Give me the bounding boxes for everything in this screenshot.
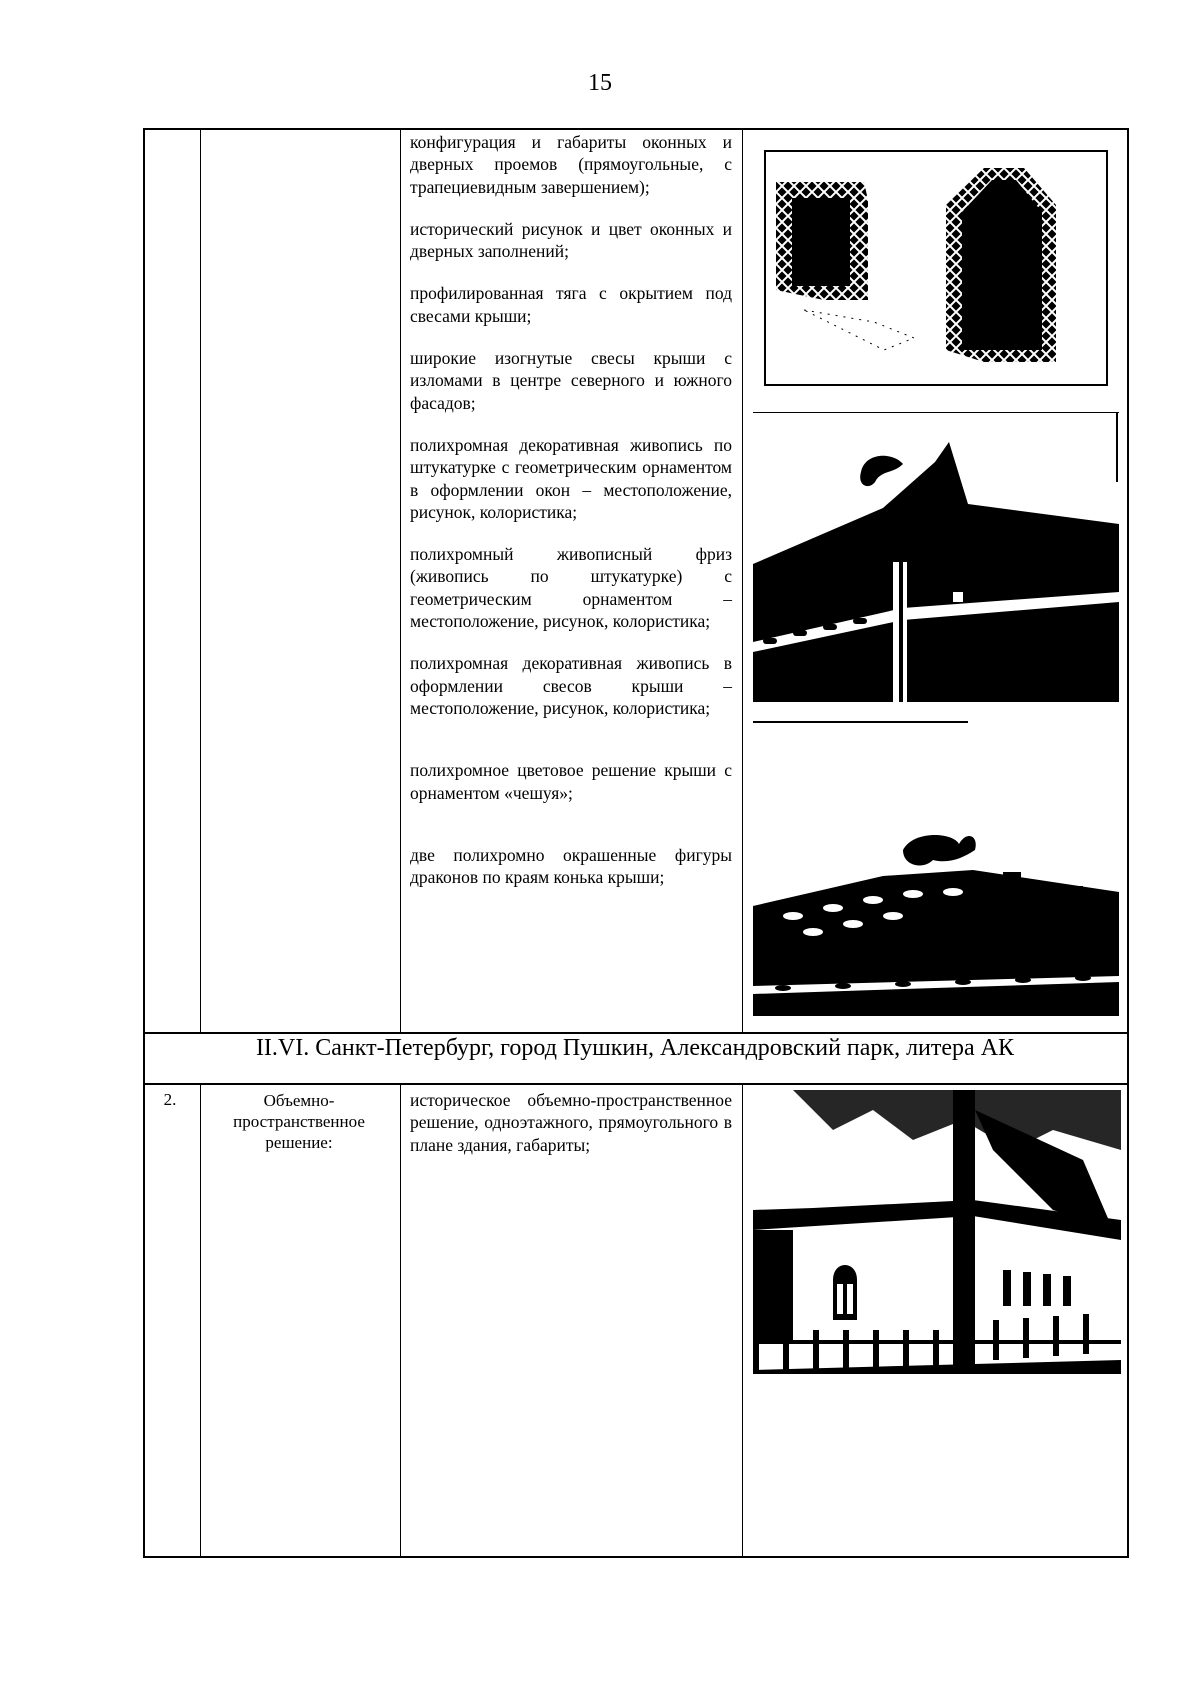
feature-description — [410, 1089, 732, 1176]
feature-item: исторический рисунок и цвет оконных и дверных заполнений; — [410, 218, 732, 262]
feature-item: две полихромно окрашенные фигуры драконов по краям конька крыши; — [410, 844, 732, 888]
feature-item: полихромное цветовое решение крыши с орнаментом «чешуя»; — [410, 760, 732, 803]
section-divider-bottom — [143, 1083, 1129, 1085]
feature-item: широкие изогнутые свесы крыши с изломами в центре северного и южного фасадов; — [410, 348, 732, 413]
column-divider-2 — [400, 128, 401, 1033]
photo-window-ornament — [764, 150, 1108, 386]
table-border-bottom — [143, 1556, 1129, 1558]
photo-roof-scales — [753, 720, 1119, 1016]
roof-scales-image — [753, 720, 1119, 1016]
column-divider-1 — [200, 128, 201, 1033]
building-park-image — [753, 1090, 1121, 1374]
window-ornament-image — [764, 150, 1108, 386]
photo-roof-frieze — [753, 412, 1119, 702]
description-item: историческое объемно-пространственное решение, одноэтажного, прямоугольного в плане здания, габариты; — [410, 1090, 732, 1155]
table-border-left — [143, 128, 145, 1558]
row-number: 2. — [163, 1090, 177, 1109]
table-border-top — [143, 128, 1129, 130]
table-border-right — [1127, 128, 1129, 1558]
column-divider-2b — [400, 1084, 401, 1557]
feature-item: конфигурация и габариты оконных и дверных проемов (прямоугольные, с трапециевидным завершением); — [410, 132, 732, 197]
protected-features-list — [410, 131, 732, 908]
feature-name: Объемно-пространственное решение: — [233, 1091, 365, 1152]
column-divider-3b — [742, 1084, 743, 1557]
section-divider-top — [143, 1032, 1129, 1034]
section-title: II.VI. Санкт-Петербург, город Пушкин, Александровский парк, литера АК — [255, 1035, 1015, 1061]
page-number: 15 — [588, 70, 612, 96]
feature-item: профилированная тяга с окрытием под свесами крыши; — [410, 283, 732, 326]
column-divider-1b — [200, 1084, 201, 1557]
feature-item: полихромная декоративная живопись по штукатурке с геометрическим орнаментом в оформлении окон – местоположение, рисунок, колористика; — [410, 434, 732, 522]
column-divider-3 — [742, 128, 743, 1033]
feature-item: полихромная декоративная живопись в оформлении свесов крыши – местоположение, рисунок, колористика; — [410, 653, 732, 718]
photo-building-park — [753, 1090, 1121, 1374]
roof-frieze-image — [753, 412, 1119, 702]
feature-item: полихромный живописный фриз (живопись по штукатурке) с геометрическим орнаментом – местоположение, рисунок, колористика; — [410, 544, 732, 632]
